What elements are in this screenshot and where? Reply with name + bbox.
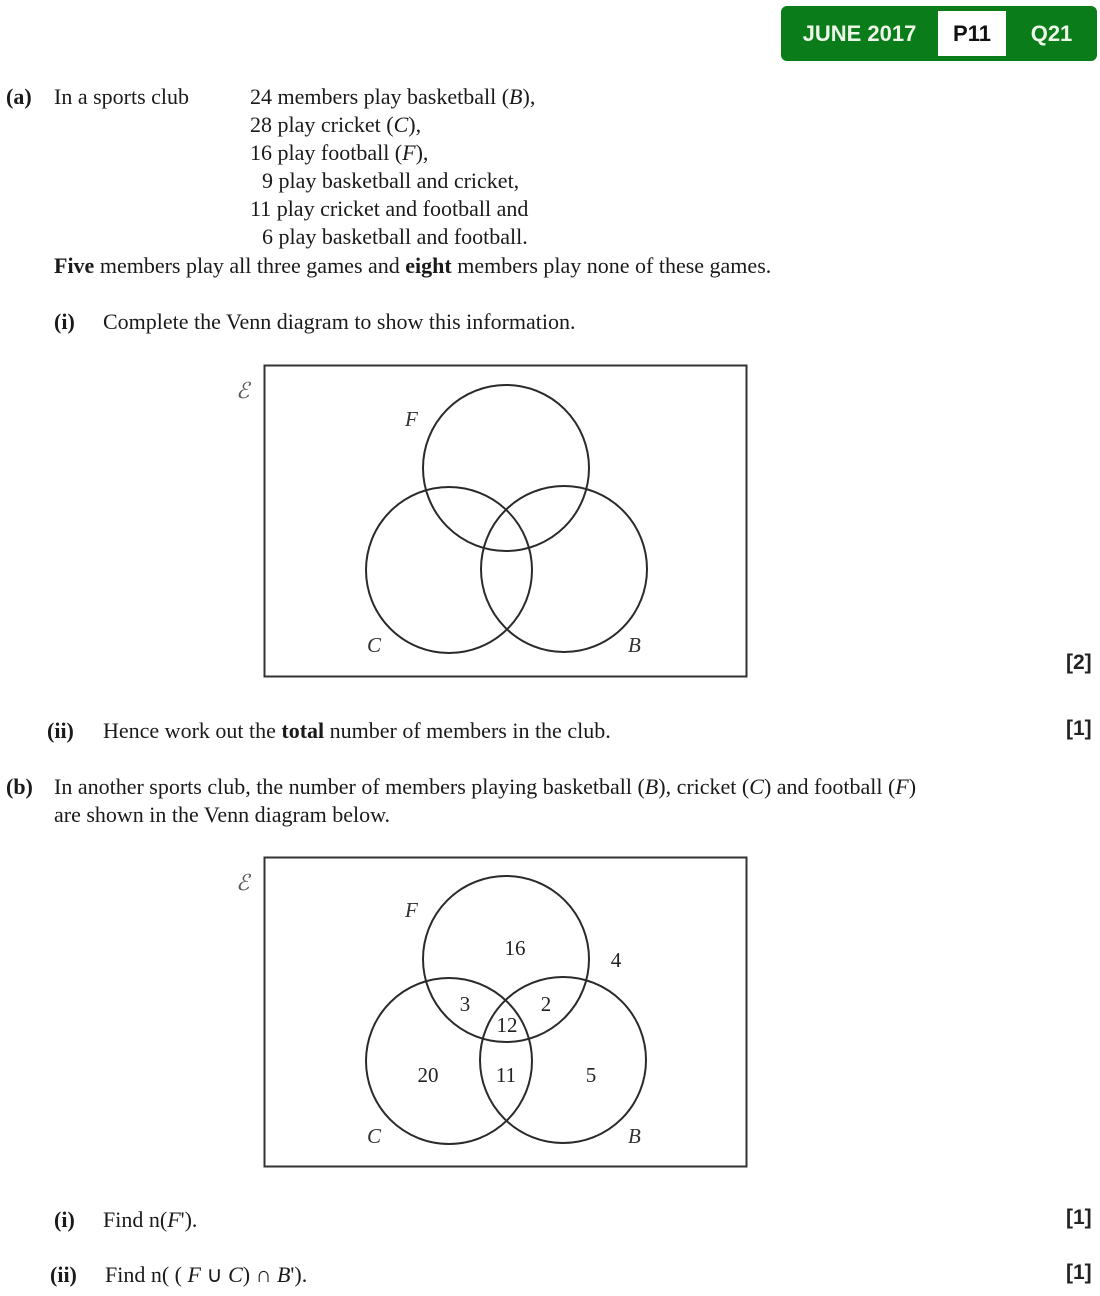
- region-outside: 4: [610, 948, 622, 972]
- var-f: F: [895, 774, 909, 799]
- var-c: C: [749, 774, 764, 799]
- part-b-i-text: [103, 1206, 197, 1234]
- var-f: F: [187, 1262, 201, 1287]
- set-label-b: B: [628, 1124, 641, 1148]
- part-b-i-label: (i): [54, 1207, 75, 1232]
- fact-count: 11: [250, 196, 272, 221]
- var-c: C: [228, 1262, 243, 1287]
- fact-text: play football (: [272, 140, 403, 165]
- text-segment: ').: [290, 1262, 308, 1287]
- text-segment: ), cricket (: [658, 774, 750, 799]
- union-symbol: ∪: [200, 1262, 229, 1287]
- marks-a-ii: [1]: [1066, 717, 1092, 740]
- circle-basketball: [480, 977, 646, 1143]
- set-label-c: C: [367, 1124, 382, 1148]
- text-segment: Find n(: [103, 1207, 168, 1232]
- text-segment: Find n( (: [105, 1262, 188, 1287]
- fact-text: members play basketball (: [272, 84, 510, 109]
- exam-date: JUNE 2017: [802, 21, 917, 46]
- part-a-i-text: Complete the Venn diagram to show this information.: [103, 309, 576, 334]
- part-a-ii-label: (ii): [47, 718, 74, 743]
- fact-text: play cricket (: [272, 112, 394, 137]
- summary-text: members play all three games and: [94, 253, 406, 278]
- part-a-intro: In a sports club: [54, 84, 190, 109]
- intersection-symbol: ) ∩: [242, 1262, 277, 1287]
- region-c-only: 20: [417, 1063, 439, 1087]
- fact-text-end: ),: [415, 140, 429, 165]
- paper-number: P11: [938, 11, 1006, 56]
- question-number: Q21: [1030, 21, 1073, 46]
- part-b-ii-text: [105, 1261, 307, 1289]
- region-f-only: 16: [504, 936, 526, 960]
- set-label-f: F: [405, 898, 418, 922]
- var-f: F: [167, 1207, 181, 1232]
- summary-bold-eight: eight: [405, 253, 452, 278]
- circle-cricket: [366, 978, 532, 1144]
- universal-set-symbol: ℰ: [236, 871, 250, 896]
- summary-text-end: members play none of these games.: [451, 253, 772, 278]
- fact-text-end: ),: [522, 84, 536, 109]
- text-segment: In another sports club, the number of members playing basketball (: [54, 774, 645, 799]
- universal-set-symbol: ℰ: [236, 379, 250, 404]
- region-c-and-f-only: 3: [459, 992, 471, 1016]
- var-b: B: [644, 774, 659, 799]
- fact-text: play cricket and football and: [271, 196, 529, 221]
- marks-b-i: [1]: [1066, 1206, 1092, 1229]
- fact-count: 6: [262, 224, 273, 249]
- set-label-b: B: [628, 633, 641, 657]
- fact-count: 28: [250, 112, 272, 137]
- region-b-only: 5: [585, 1063, 597, 1087]
- part-a-label: (a): [6, 84, 32, 109]
- marks-a-i: [2]: [1066, 651, 1092, 674]
- text-segment: ) and football (: [763, 774, 896, 799]
- fact-set-variable: F: [402, 140, 416, 165]
- fact-set-variable: B: [509, 84, 523, 109]
- part-a-ii-pre: Hence work out the: [103, 718, 282, 743]
- set-label-c: C: [367, 633, 382, 657]
- region-b-and-c-only: 11: [495, 1063, 517, 1087]
- fact-count: 9: [262, 168, 273, 193]
- marks-b-ii: [1]: [1066, 1261, 1092, 1284]
- fact-count: 24: [250, 84, 272, 109]
- fact-text-end: ),: [408, 112, 422, 137]
- fact-text: play basketball and cricket,: [273, 168, 520, 193]
- part-b-label: (b): [6, 774, 33, 799]
- region-all-three: 12: [496, 1013, 518, 1037]
- summary-bold-five: Five: [54, 253, 95, 278]
- region-b-and-f-only: 2: [540, 992, 552, 1016]
- part-b-line2: are shown in the Venn diagram below.: [54, 802, 391, 827]
- part-b-ii-label: (ii): [50, 1262, 77, 1287]
- var-b: B: [276, 1262, 291, 1287]
- text-segment: ): [908, 774, 917, 799]
- fact-set-variable: C: [393, 112, 409, 137]
- part-a-ii-bold: total: [281, 718, 325, 743]
- part-a-ii-post: number of members in the club.: [324, 718, 611, 743]
- part-a-i-label: (i): [54, 309, 75, 334]
- fact-count: 16: [250, 140, 272, 165]
- text-segment: ').: [180, 1207, 198, 1232]
- set-label-f: F: [405, 407, 418, 431]
- fact-text: play basketball and football.: [273, 224, 528, 249]
